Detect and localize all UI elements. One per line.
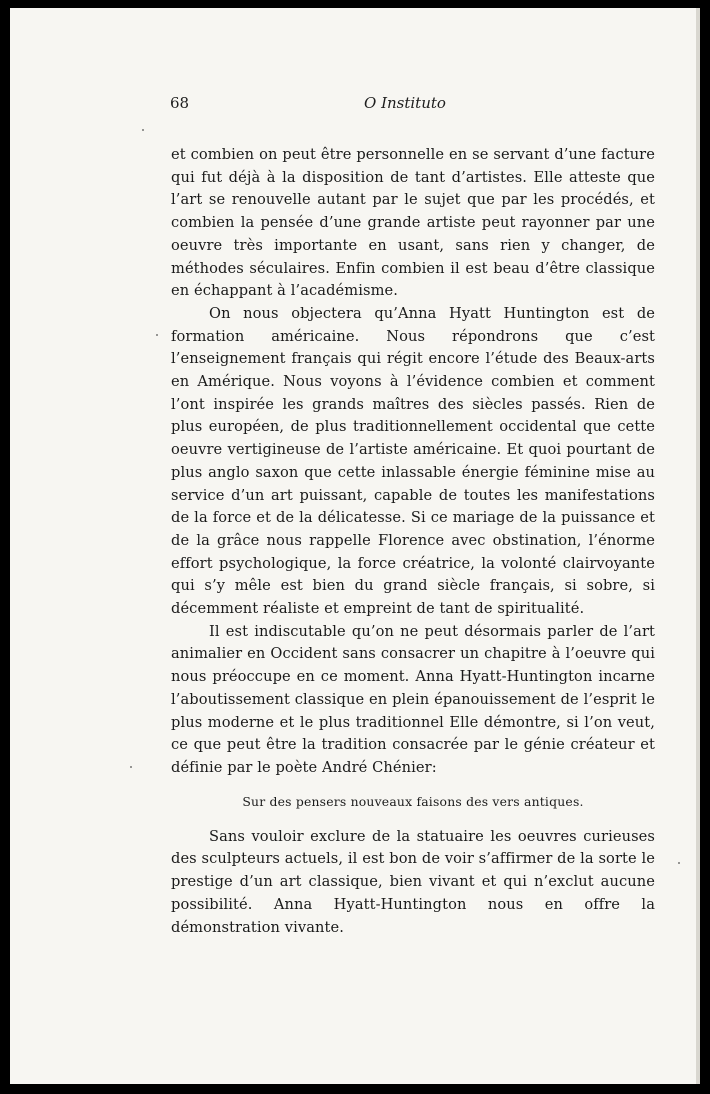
paragraph-continuation: et combien on peut être personnelle en se servant d’une facture qui fut déjà à la disposition de tant d’artistes. Elle atteste que l’art se renouvelle autant par le sujet que par les procédés, et combien la pensée d’une grande artiste peut rayonner par une oeuvre très importante en usant, sans rien y changer, de méthodes séculaires. Enfin combien il est beau d’être classique en échappant à l’académisme. (171, 146, 655, 300)
running-title: O Instituto (364, 94, 446, 112)
paper-speck (678, 862, 680, 864)
paragraph-formation: On nous objectera qu’Anna Hyatt Huntington est de formation américaine. Nous répondrons que c’est l’enseignement français qui régit encore l’étude des Beaux-arts en Amérique. Nous voyons à l’évidence combien et comment l’ont inspirée les grands maîtres des siècles passés. Rien de plus européen, de plus traditionnellement occidental que cette oeuvre vertigineuse de l’artiste américaine. Et quoi pourtant de plus anglo saxon que cette inlassable énergie féminine mise au service d’un art puissant, capable de toutes les manifestations de la force et de la délicatesse. Si ce mariage de la puissance et de la grâce nous rappelle Florence avec obstination, l’énorme effort psychologique, la force créatrice, la volonté clairvoyante qui s’y mêle est bien du grand siècle français, si sobre, si décemment réaliste et empreint de tant de spiritualité. (171, 304, 655, 618)
page-edge-shadow (696, 8, 700, 1084)
verse-quotation: Sur des pensers nouveaux faisons des vers antiques. (242, 793, 584, 809)
paper-speck (130, 766, 132, 768)
page-number: 68 (170, 94, 190, 112)
paragraph-art-animalier: Il est indiscutable qu’on ne peut désormais parler de l’art animalier en Occident sans consacrer un chapitre à l’oeuvre qui nous préoccupe en ce moment. Anna Hyatt-Huntington incarne l’aboutissement classique en plein épanouissement de l’esprit le plus moderne et le plus traditionnel Elle démontre, si l’on veut, ce que peut être la tradition consacrée par le génie créateur et définie par le poète André Chénier: (171, 622, 655, 776)
body-text (171, 144, 655, 939)
page-header (170, 94, 650, 116)
scanned-page (10, 8, 700, 1084)
paragraph-conclusion: Sans vouloir exclure de la statuaire les oeuvres curieuses des sculpteurs actuels, il est bon de voir s’affirmer de la sorte le prestige d’un art classique, bien vivant et qui n’exclut aucune possibilité. Anna Hyatt-Huntington nous en offre la démonstration vivante. (171, 827, 655, 936)
paper-speck (156, 334, 158, 336)
paper-speck (142, 129, 144, 131)
